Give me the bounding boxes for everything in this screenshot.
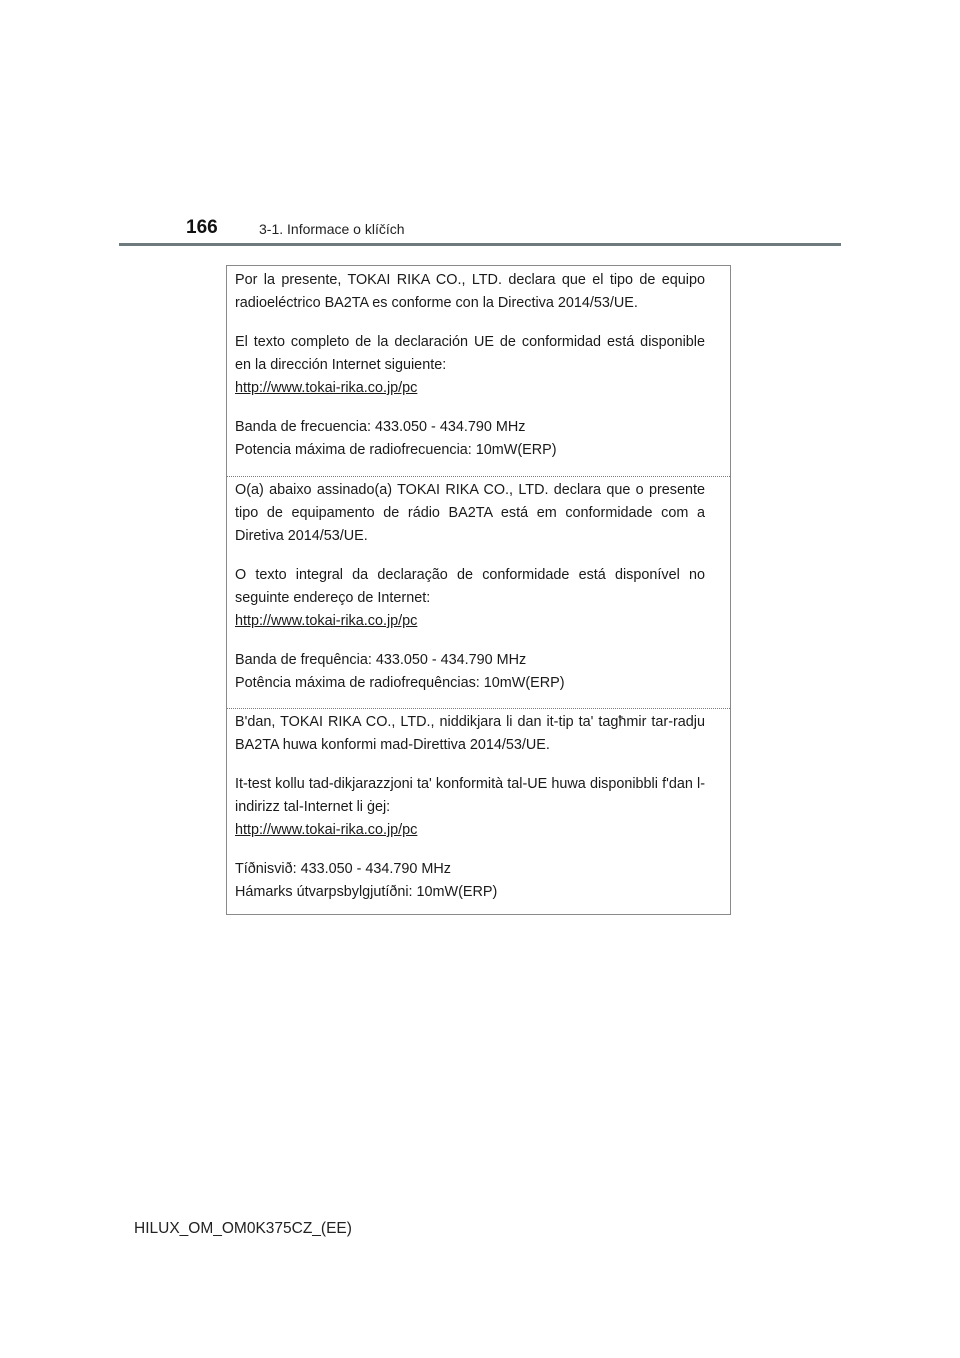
declaration-spanish — [227, 266, 730, 476]
declaration-full-text: El texto completo de la declaración UE de conformidad está disponible en la dirección Internet siguiente: — [235, 334, 705, 373]
declaration-box — [226, 265, 731, 915]
declaration-url-link[interactable]: http://www.tokai-rika.co.jp/pc — [235, 822, 418, 838]
spacer — [235, 842, 705, 858]
section-title: 3-1. Informace o klíčích — [259, 221, 405, 237]
spacer — [235, 315, 705, 331]
declaration-intro: B'dan, TOKAI RIKA CO., LTD., niddikjara li dan it-tip ta' tagħmir tar-radju BA2TA huwa konformi mad-Direttiva 2014/53/UE. — [235, 714, 705, 753]
declaration-url-link[interactable]: http://www.tokai-rika.co.jp/pc — [235, 380, 418, 396]
page-number: 166 — [186, 217, 218, 238]
declaration-intro: Por la presente, TOKAI RIKA CO., LTD. declara que el tipo de equipo radioeléctrico BA2TA es conforme con la Directiva 2014/53/UE. — [235, 272, 705, 311]
max-power: Potencia máxima de radiofrecuencia: 10mW(ERP) — [235, 442, 557, 458]
frequency-band: Banda de frecuencia: 433.050 - 434.790 MHz — [235, 419, 526, 435]
max-power: Hámarks útvarpsbylgjutíðni: 10mW(ERP) — [235, 884, 498, 900]
spacer — [235, 633, 705, 649]
frequency-band: Banda de frequência: 433.050 - 434.790 MHz — [235, 652, 527, 668]
declaration-intro: O(a) abaixo assinado(a) TOKAI RIKA CO., LTD. declara que o presente tipo de equipamento de rádio BA2TA está em conformidade com a Diretiva 2014/53/UE. — [235, 482, 705, 544]
declaration-url-link[interactable]: http://www.tokai-rika.co.jp/pc — [235, 613, 418, 629]
max-power: Potência máxima de radiofrequências: 10mW(ERP) — [235, 675, 565, 691]
frequency-band: Tíðnisvið: 433.050 - 434.790 MHz — [235, 861, 451, 877]
spacer — [235, 548, 705, 564]
declaration-full-text: It-test kollu tad-dikjarazzjoni ta' konformità tal-UE huwa disponibbli f'dan l-indirizz tal-Internet li ġej: — [235, 776, 705, 815]
declaration-full-text: O texto integral da declaração de conformidade está disponível no seguinte endereço de Internet: — [235, 567, 705, 606]
declaration-portuguese — [227, 476, 730, 708]
header-rule — [119, 243, 841, 246]
declaration-maltese — [227, 708, 730, 916]
spacer — [235, 400, 705, 416]
document-code: HILUX_OM_OM0K375CZ_(EE) — [134, 1220, 352, 1237]
spacer — [235, 757, 705, 773]
